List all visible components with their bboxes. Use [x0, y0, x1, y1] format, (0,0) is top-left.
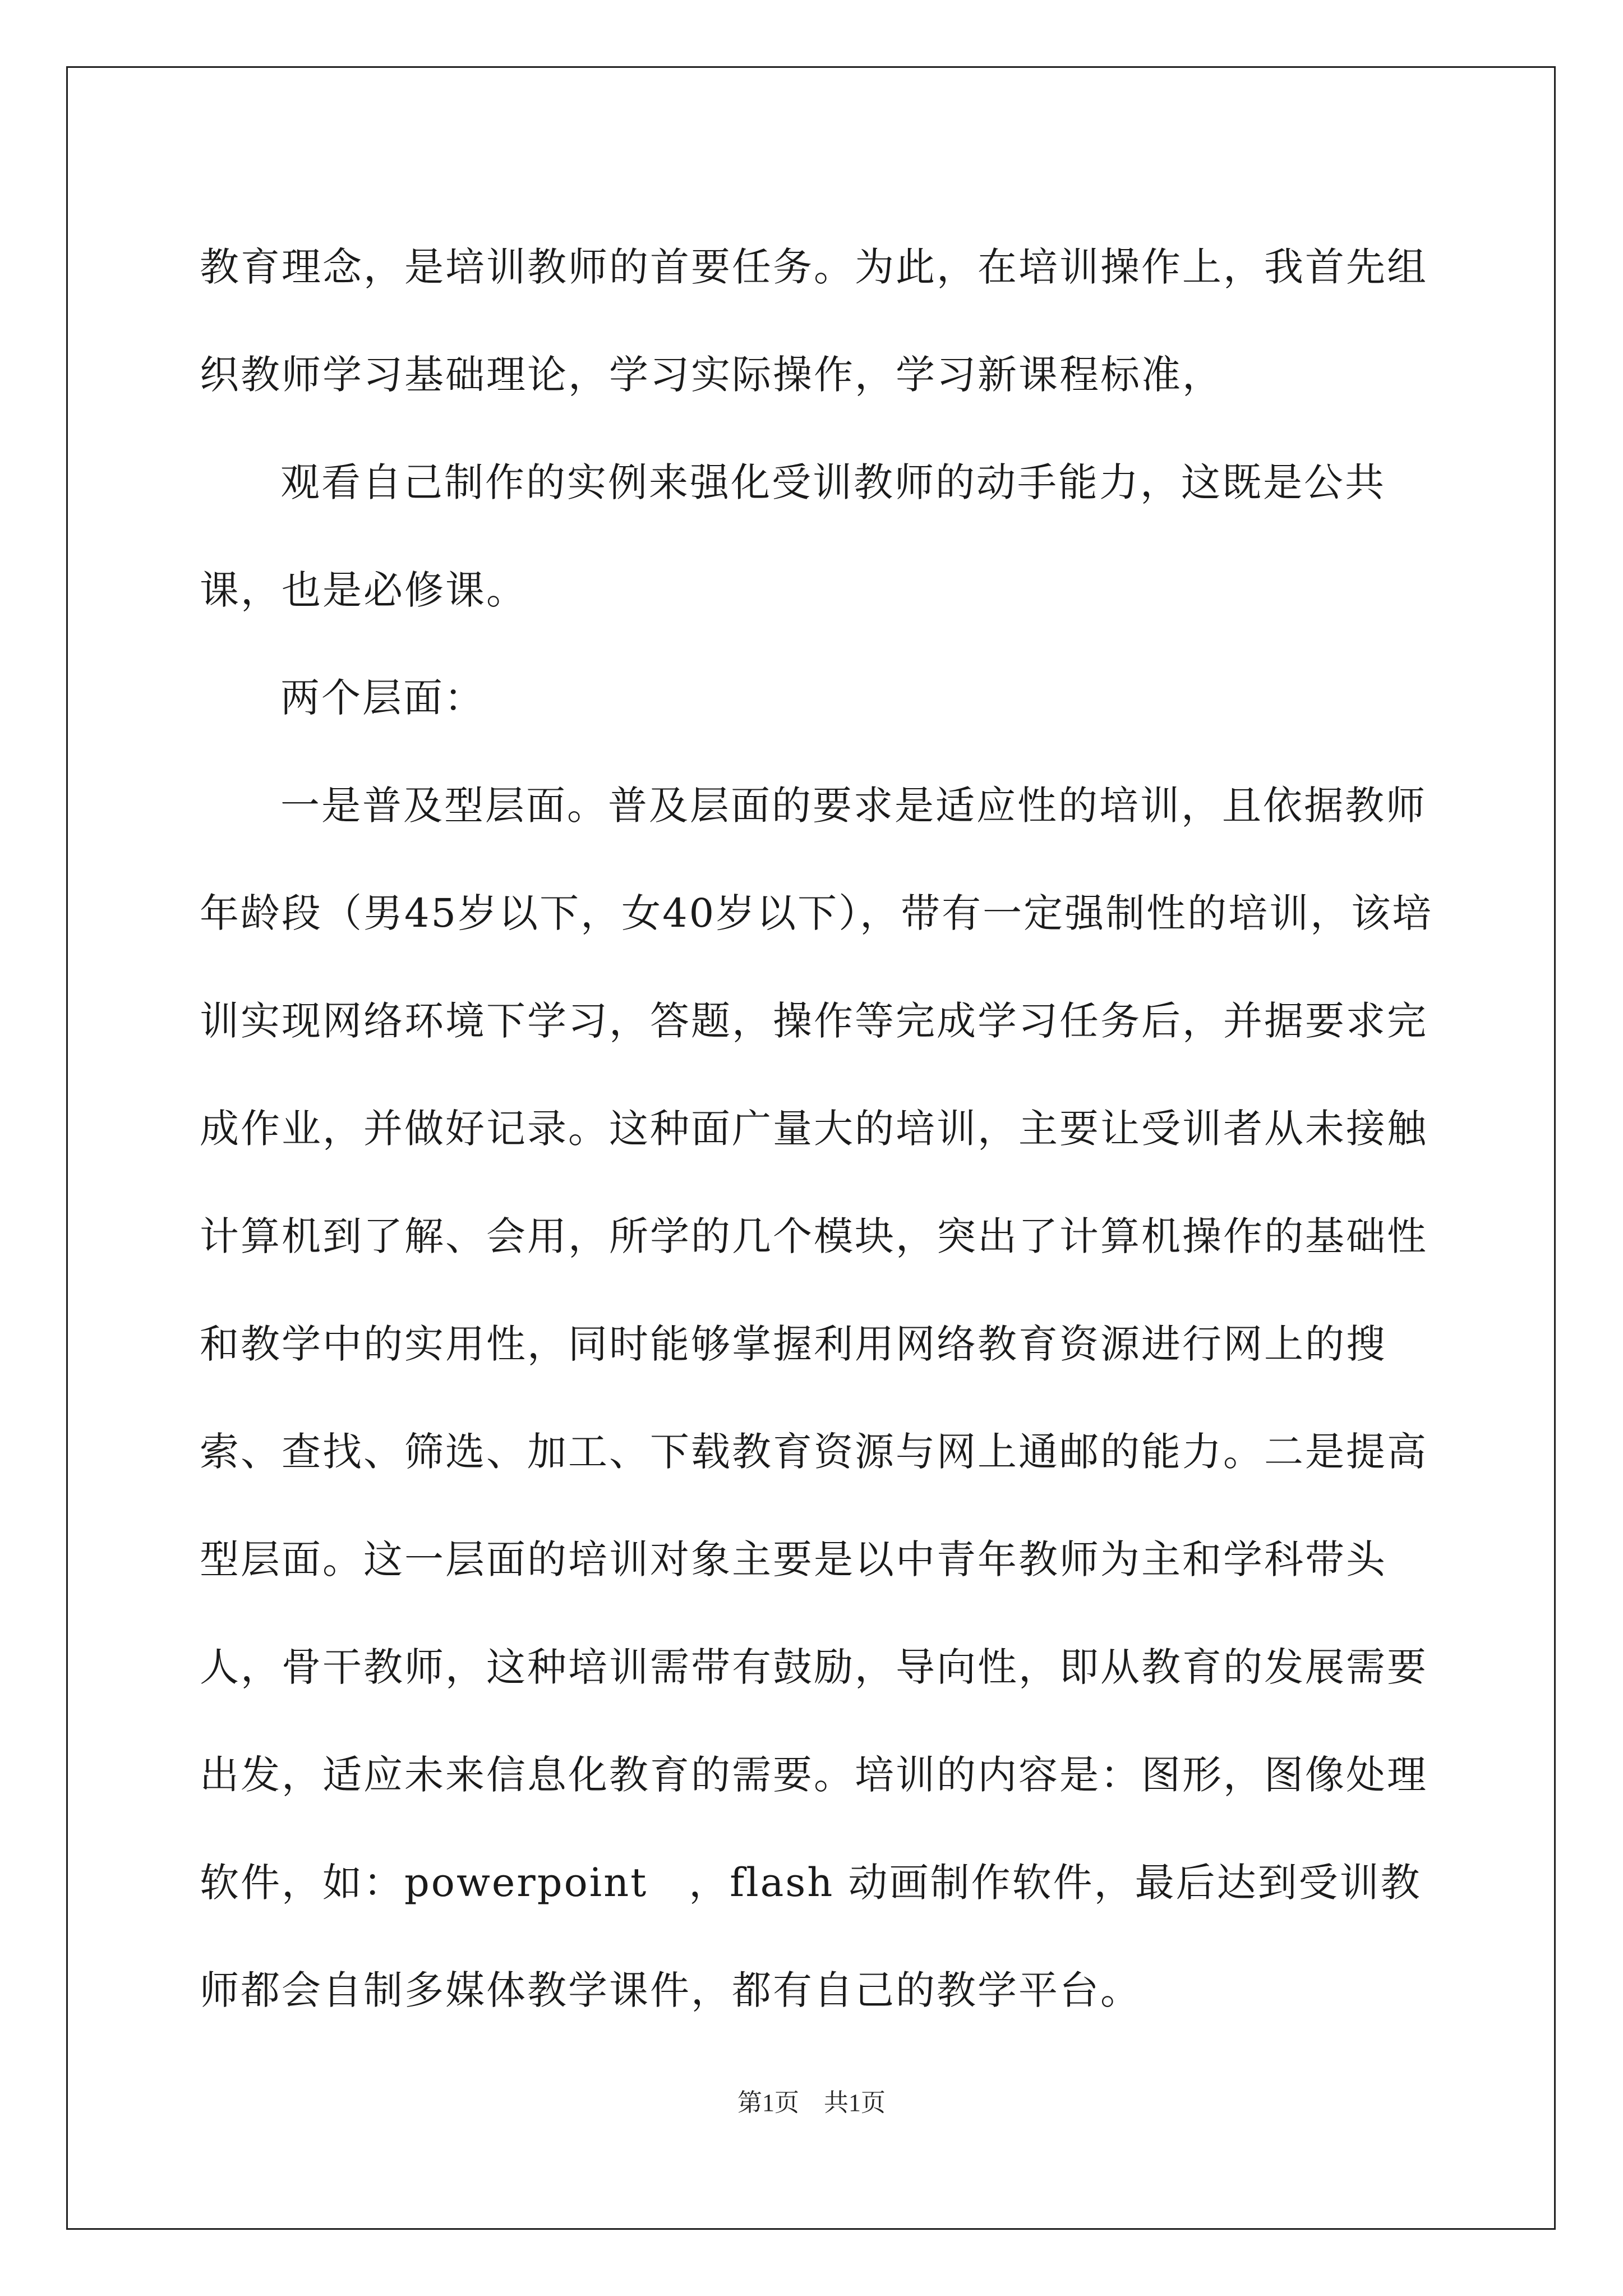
- paragraph: 观看自己制作的实例来强化受训教师的动手能力，这既是公共课，也是必修课。: [200, 459, 1386, 613]
- document-body: [200, 213, 1433, 2044]
- page-number-footer: 第1页 共1页: [737, 2089, 886, 2116]
- paragraph: 教育理念，是培训教师的首要任务。为此，在培训操作上，我首先组织教师学习基础理论，学习实际操作，学习新课程标准，: [200, 244, 1428, 398]
- paragraph: 两个层面：: [280, 675, 485, 721]
- paragraph: 一是普及型层面。普及层面的要求是适应性的培训，且依据教师年龄段（男45岁以下，女40岁以下），带有一定强制性的培训，该培训实现网络环境下学习，答题，操作等完成学习任务后，并据要求完成作业，并做好记录。这种面广量大的培训，主要让受训者从未接触计算机到了解、会用，所学的几个模块，突出了计算机操作的基础性和教学中的实用性，同时能够掌握利用网络教育资源进行网上的搜索、查找、筛选、加工、下载教育资源与网上通邮的能力。二是提高型层面。这一层面的培训对象主要是以中青年教师为主和学科带头人，骨干教师，这种培训需带有鼓励，导向性，即从教育的发展需要出发，适应未来信息化教育的需要。培训的内容是：图形，图像处理软件，如：powerpoint ，flash 动画制作软件，最后达到受训教师都会自制多媒体教学课件，都有自己的教学平台。: [200, 783, 1433, 2013]
